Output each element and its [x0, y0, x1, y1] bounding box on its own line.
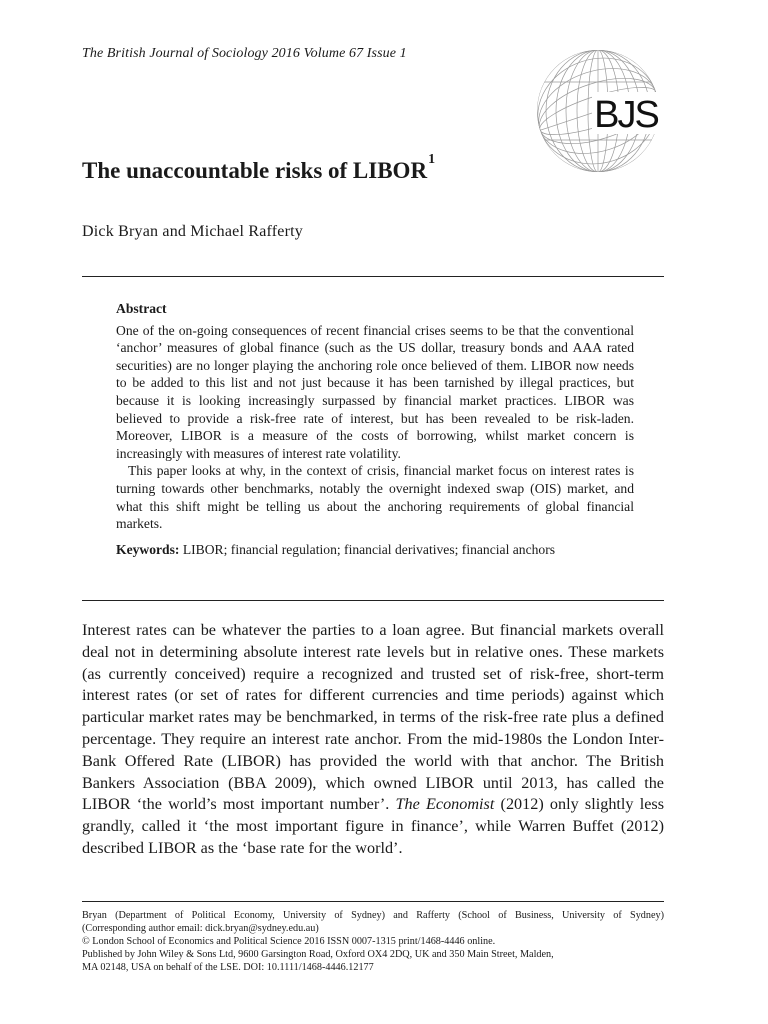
- abstract-paragraph-1: One of the on-going consequences of recent financial crises seems to be that the conventional ‘anchor’ measures of global finance (such as the US dollar, treasury bonds and AAA rated securities) are no longer playing the anchoring role once believed of them. LIBOR now needs to be added to this list and not just because it has been tarnished by illegal practices, but because it is looking increasingly surpassed by financial market practices. LIBOR was believed to provide a risk-free rate of interest, but has been revealed to be risk-laden. Moreover, LIBOR is a measure of the costs of borrowing, whilst market concern is increasingly with measures of interest rate volatility.: [116, 322, 634, 461]
- divider-middle: [82, 600, 664, 601]
- footer-copyright: © London School of Economics and Political Science 2016 ISSN 0007-1315 print/1468-4446 online.: [82, 936, 496, 947]
- article-title: [82, 152, 436, 184]
- body-paragraph: [82, 620, 664, 860]
- keywords: [116, 541, 634, 559]
- globe-icon: [530, 48, 664, 178]
- title-text: The unaccountable risks of LIBOR: [82, 158, 428, 183]
- journal-logo: [530, 48, 664, 178]
- body-text-part-2: (2012) only slightly less grandly, called it ‘the most important figure in finance’, while Warren Buffet (2012) described LIBOR as the ‘base rate for the world’.: [82, 795, 664, 857]
- footer-publisher-line-2: MA 02148, USA on behalf of the LSE. DOI: 10.1111/1468-4446.12177: [82, 962, 374, 973]
- running-head: The British Journal of Sociology 2016 Volume 67 Issue 1: [82, 46, 407, 61]
- body-italic-title: The Economist: [395, 795, 495, 814]
- footer-publisher-line-1: Published by John Wiley & Sons Ltd, 9600 Garsington Road, Oxford OX4 2DQ, UK and 350 Main Street, Malden,: [82, 949, 554, 960]
- body-text-part-1: Interest rates can be whatever the parties to a loan agree. But financial markets overall deal not in determining absolute interest rate levels but in relative ones. These markets (as currently conceived) require a recognized and trusted set of risk-free, short-term interest rates (or set of rates for different currencies and time periods) against which particular market rates may be benchmarked, in terms of the risk-free rate plus a defined percentage. They require an interest rate anchor. From the mid-1980s the London Inter-Bank Offered Rate (LIBOR) has provided the world with that anchor. The British Bankers Association (BBA 2009), which owned LIBOR until 2013, has called the LIBOR ‘the world’s most important number’.: [82, 621, 664, 814]
- title-footnote-mark: 1: [428, 152, 436, 167]
- keywords-label: Keywords:: [116, 541, 180, 557]
- abstract-heading: Abstract: [116, 301, 167, 316]
- abstract-paragraph-2: This paper looks at why, in the context of crisis, financial market focus on interest rates is turning towards other benchmarks, notably the overnight indexed swap (OIS) market, and what this shift might be telling us about the anchoring requirements of global financial markets.: [116, 463, 634, 532]
- abstract: [116, 300, 634, 558]
- footer-corresponding: (Corresponding author email: dick.bryan@sydney.edu.au): [82, 923, 319, 934]
- keywords-list: LIBOR; financial regulation; financial derivatives; financial anchors: [182, 541, 556, 557]
- divider-footer: [82, 901, 664, 902]
- footer-affiliations: Bryan (Department of Political Economy, University of Sydney) and Rafferty (School of Business, University of Sydney): [82, 910, 664, 921]
- divider-top: [82, 276, 664, 277]
- logo-text: BJS: [594, 94, 658, 136]
- authors: Dick Bryan and Michael Rafferty: [82, 223, 303, 240]
- footer: [82, 909, 664, 974]
